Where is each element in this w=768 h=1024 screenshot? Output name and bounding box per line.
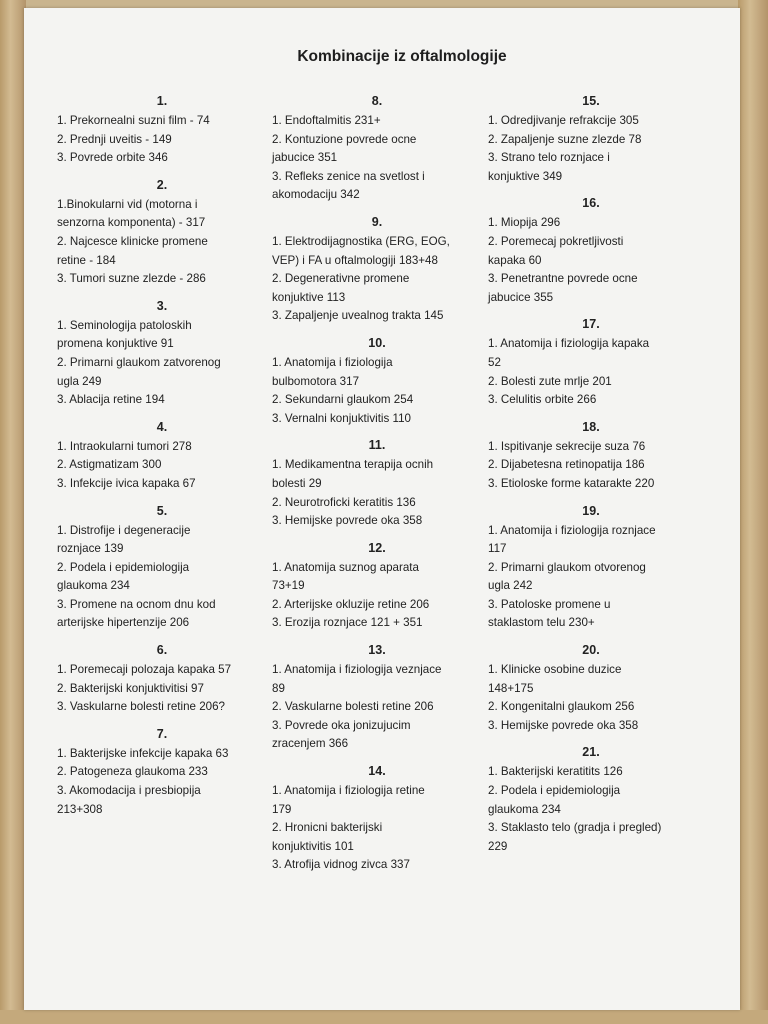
combination-number: 21. — [582, 745, 600, 760]
topic-line: 179 — [272, 802, 292, 816]
combination-number: 3. — [156, 298, 168, 313]
topic-line: bulbomotora 317 — [272, 374, 360, 388]
topic-line: 3. Vaskularne bolesti retine 206? — [57, 700, 226, 714]
topic-line: promena konjuktive 91 — [57, 337, 174, 351]
topic-line: 3. Celulitis orbite 266 — [488, 393, 597, 407]
combination-group — [488, 94, 694, 186]
combination-number: 11. — [368, 438, 386, 453]
topic-line: 2. Bakterijski konjuktivitisi 97 — [57, 681, 204, 695]
topic-line: 2. Degenerativne promene — [272, 272, 410, 286]
topic-line: bolesti 29 — [272, 476, 322, 490]
topic-line: 1. Anatomija suznog aparata — [272, 560, 419, 574]
topic-line: 1. Klinicke osobine duzice — [488, 663, 622, 677]
topic-line: akomodaciju 342 — [272, 188, 360, 202]
topic-line: 229 — [488, 839, 508, 853]
topic-line: 117 — [488, 542, 507, 556]
topic-line: 3. Akomodacija i presbiopija — [57, 784, 201, 798]
topic-line: 1.Binokularni vid (motorna i — [57, 197, 198, 211]
combination-number: 10. — [368, 335, 386, 350]
topic-line: 2. Podela i epidemiologija — [488, 784, 621, 798]
topic-line: 1. Distrofije i degeneracije — [57, 523, 191, 537]
topic-line: 3. Atrofija vidnog zivca 337 — [272, 858, 410, 872]
topic-line: jabucice 355 — [488, 290, 554, 304]
combination-group — [488, 317, 694, 409]
combination-number: 18. — [582, 419, 600, 434]
topic-line: 1. Anatomija i fiziologija veznjace — [272, 663, 442, 677]
topic-line: 2. Kongenitalni glaukom 256 — [488, 700, 635, 714]
combination-group — [488, 196, 694, 307]
topic-line: 1. Poremecaji polozaja kapaka 57 — [57, 663, 232, 677]
topic-line: 3. Ablacija retine 194 — [57, 393, 165, 407]
wood-surface-right — [738, 0, 768, 1024]
topic-line: kapaka 60 — [488, 253, 542, 267]
page-title: Kombinacije iz oftalmologije — [297, 48, 507, 65]
topic-line: 3. Etioloske forme katarakte 220 — [488, 476, 655, 490]
combination-number: 8. — [371, 94, 383, 108]
topic-line: 1. Elektrodijagnostika (ERG, EOG, — [272, 234, 450, 248]
topic-line: 2. Kontuzione povrede ocne — [272, 132, 417, 146]
combination-number: 2. — [156, 177, 168, 192]
topic-line: ugla 249 — [57, 374, 102, 388]
topic-line: 3. Povrede orbite 346 — [57, 151, 168, 165]
topic-line: 2. Prednji uveitis - 149 — [57, 132, 172, 146]
combination-group — [272, 438, 482, 530]
column-1 — [57, 94, 267, 829]
topic-line: 1. Seminologija patoloskih — [57, 318, 192, 332]
topic-line: 3. Penetrantne povrede ocne — [488, 272, 638, 286]
combination-group — [57, 178, 267, 289]
combination-group — [272, 336, 482, 428]
topic-line: 2. Astigmatizam 300 — [57, 458, 162, 472]
topic-line: 3. Hemijske povrede oka 358 — [272, 514, 423, 528]
topic-line: 3. Infekcije ivica kapaka 67 — [57, 476, 196, 490]
topic-line: 1. Medikamentna terapija ocnih — [272, 458, 434, 472]
combination-group — [57, 299, 267, 410]
combination-group — [272, 541, 482, 633]
topic-line: retine - 184 — [57, 253, 116, 267]
topic-line: 3. Tumori suzne zlezde - 286 — [57, 272, 206, 286]
topic-line: 3. Vernalni konjuktivitis 110 — [272, 411, 411, 425]
combination-number: 13. — [368, 643, 386, 658]
combination-group — [272, 94, 482, 205]
combination-group — [488, 504, 694, 634]
wood-surface-bottom — [0, 1010, 768, 1024]
topic-line: 3. Promene na ocnom dnu kod — [57, 597, 216, 611]
topic-line: 52 — [488, 355, 501, 369]
topic-line: VEP) i FA u oftalmologiji 183+48 — [272, 253, 438, 267]
topic-line: 2. Sekundarni glaukom 254 — [272, 393, 414, 407]
topic-line: 1. Anatomija i fiziologija — [272, 355, 393, 369]
combination-number: 17. — [582, 317, 600, 332]
topic-line: 3. Povrede oka jonizujucim — [272, 718, 411, 732]
column-3 — [488, 94, 694, 866]
topic-line: 1. Odredjivanje refrakcije 305 — [488, 114, 639, 127]
combination-number: 14. — [368, 764, 386, 779]
combination-number: 16. — [582, 196, 600, 211]
topic-line: 2. Poremecaj pokretljivosti — [488, 234, 624, 248]
combination-number: 15. — [582, 94, 600, 108]
topic-line: 2. Patogeneza glaukoma 233 — [57, 765, 208, 779]
combination-group — [272, 215, 482, 326]
topic-line: 3. Zapaljenje uvealnog trakta 145 — [272, 309, 444, 323]
topic-line: 213+308 — [57, 802, 103, 816]
combination-number: 7. — [156, 726, 168, 741]
combination-group — [488, 643, 694, 735]
topic-line: 1. Prekornealni suzni film - 74 — [57, 114, 210, 127]
topic-line: 2. Neurotroficki keratitis 136 — [272, 495, 416, 509]
topic-line: jabucice 351 — [272, 151, 338, 165]
topic-line: 2. Primarni glaukom zatvorenog — [57, 355, 221, 369]
topic-line: senzorna komponenta) - 317 — [57, 216, 206, 230]
topic-line: konjuktivitis 101 — [272, 839, 354, 853]
topic-line: 1. Endoftalmitis 231+ — [272, 114, 381, 127]
topic-line: 3. Hemijske povrede oka 358 — [488, 718, 639, 732]
topic-line: 2. Vaskularne bolesti retine 206 — [272, 700, 434, 714]
combination-number: 6. — [156, 643, 168, 658]
topic-line: 1. Miopija 296 — [488, 216, 561, 230]
combination-number: 9. — [371, 214, 383, 229]
topic-line: 1. Anatomija i fiziologija roznjace — [488, 523, 656, 537]
combination-group — [57, 727, 267, 819]
combination-number: 12. — [368, 540, 386, 555]
topic-line: 3. Erozija roznjace 121 + 351 — [272, 616, 423, 630]
topic-line: arterijske hipertenzije 206 — [57, 616, 190, 630]
topic-line: staklastom telu 230+ — [488, 616, 595, 630]
topic-line: 3. Patoloske promene u — [488, 597, 611, 611]
topic-line: 2. Primarni glaukom otvorenog — [488, 560, 646, 574]
topic-line: 2. Podela i epidemiologija — [57, 560, 190, 574]
topic-line: 3. Refleks zenice na svetlost i — [272, 169, 425, 183]
topic-line: 1. Intraokularni tumori 278 — [57, 439, 192, 453]
topic-line: 1. Anatomija i fiziologija retine — [272, 784, 425, 798]
topic-line: 3. Staklasto telo (gradja i pregled) — [488, 821, 662, 835]
topic-line: ugla 242 — [488, 579, 533, 593]
topic-line: 1. Bakterijski keratitits 126 — [488, 765, 623, 779]
combination-number: 4. — [156, 419, 168, 434]
topic-line: glaukoma 234 — [488, 802, 561, 816]
topic-line: 2. Dijabetesna retinopatija 186 — [488, 458, 645, 472]
combination-group — [272, 643, 482, 754]
topic-line: 2. Bolesti zute mrlje 201 — [488, 374, 612, 388]
topic-line: 89 — [272, 681, 285, 695]
topic-line: 1. Ispitivanje sekrecije suza 76 — [488, 439, 646, 453]
combination-number: 19. — [582, 503, 600, 518]
topic-line: 2. Hronicni bakterijski — [272, 821, 383, 835]
topic-line: konjuktive 113 — [272, 290, 346, 304]
combination-number: 5. — [156, 503, 168, 518]
combination-group — [272, 764, 482, 875]
topic-line: 2. Zapaljenje suzne zlezde 78 — [488, 132, 642, 146]
topic-line: glaukoma 234 — [57, 579, 130, 593]
topic-line: 1. Bakterijske infekcije kapaka 63 — [57, 746, 229, 760]
topic-line: konjuktive 349 — [488, 169, 563, 183]
combination-group — [57, 504, 267, 634]
combination-number: 20. — [582, 643, 600, 658]
column-2 — [272, 94, 482, 885]
topic-line: 148+175 — [488, 681, 534, 695]
topic-line: zracenjem 366 — [272, 737, 349, 751]
topic-line: 73+19 — [272, 579, 305, 593]
combination-group — [488, 420, 694, 494]
topic-line: 2. Arterijske okluzije retine 206 — [272, 597, 430, 611]
topic-line: 3. Strano telo roznjace i — [488, 151, 610, 165]
combination-number: 1. — [156, 94, 168, 108]
topic-line: roznjace 139 — [57, 542, 124, 556]
combination-group — [57, 94, 267, 168]
topic-line: 1. Anatomija i fiziologija kapaka — [488, 337, 650, 351]
topic-line: 2. Najcesce klinicke promene — [57, 234, 208, 248]
combination-group — [57, 643, 267, 717]
wood-surface-left — [0, 0, 26, 1024]
combination-group — [57, 420, 267, 494]
combination-group — [488, 745, 694, 856]
